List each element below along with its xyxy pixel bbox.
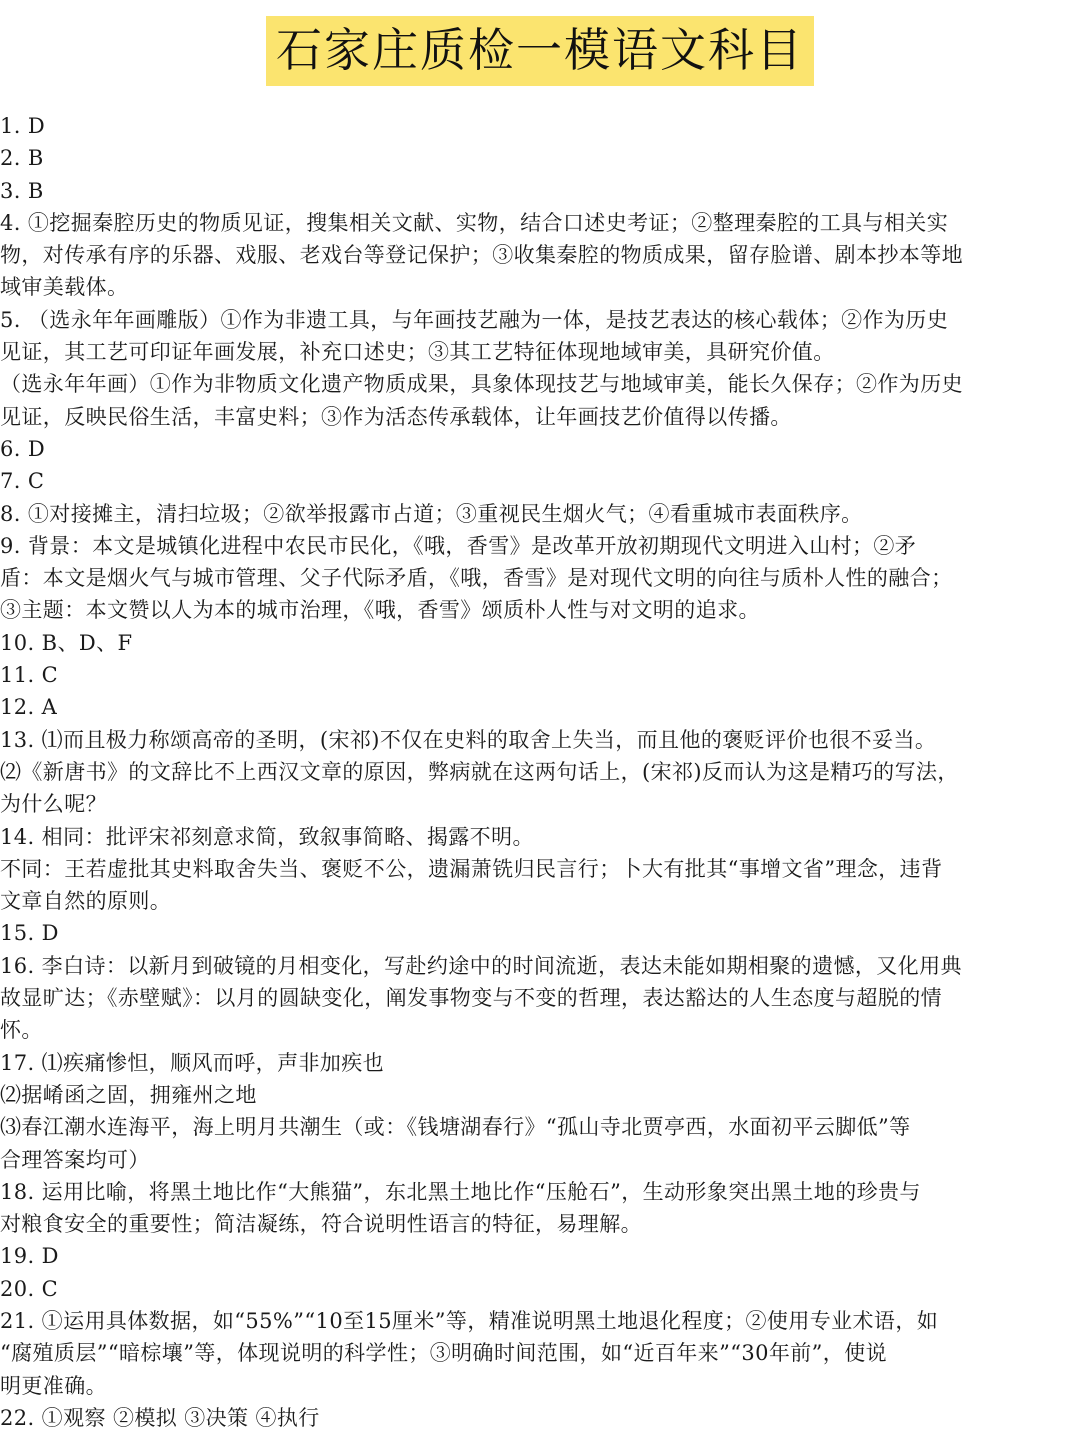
answer-list xyxy=(0,110,1050,1434)
answer-line: 12. A xyxy=(0,695,58,720)
answer-line: 域审美载体。 xyxy=(0,275,129,300)
answer-line: 14. 相同：批评宋祁刻意求简，致叙事简略、揭露不明。 xyxy=(0,824,534,849)
answer-line: 7. C xyxy=(0,469,45,494)
answer-line: 物，对传承有序的乐器、戏服、老戏台等登记保护；③收集秦腔的物质成果，留存脸谱、剧本抄本等地 xyxy=(0,243,963,268)
answer-line: “腐殖质层”“暗棕壤”等，体现说明的科学性；③明确时间范围，如“近百年来”“30年前”，使说 xyxy=(0,1341,888,1366)
answer-line: 盾：本文是烟火气与城市管理、父子代际矛盾，《哦，香雪》是对现代文明的向往与质朴人性的融合； xyxy=(0,566,953,591)
answer-line: 明更准确。 xyxy=(0,1373,107,1398)
answer-line: ⑵《新唐书》的文辞比不上西汉文章的原因，弊病就在这两句话上，(宋祁)反而认为这是精巧的写法， xyxy=(0,759,959,784)
answer-line: 为什么呢？ xyxy=(0,792,107,817)
answer-line: 6. D xyxy=(0,436,46,461)
answer-line: 2. B xyxy=(0,146,44,171)
answer-line: 不同：王若虚批其史料取舍失当、褒贬不公，遗漏萧铣归民言行；卜大有批其“事增文省”理念，违背 xyxy=(0,856,943,881)
answer-line: 9. 背景：本文是城镇化进程中农民市民化，《哦，香雪》是改革开放初期现代文明进入山村；②矛 xyxy=(0,533,917,558)
answer-line: 22. ①观察 ②模拟 ③决策 ④执行 xyxy=(0,1405,320,1430)
answer-line: ③主题：本文赞以人为本的城市治理，《哦，香雪》颂质朴人性与对文明的追求。 xyxy=(0,598,760,623)
answer-line: （选永年年画）①作为非物质文化遗产物质成果，具象体现技艺与地域审美，能长久保存；②作为历史 xyxy=(0,372,963,397)
answer-line: 怀。 xyxy=(0,1018,43,1043)
answer-line: 17. ⑴疾痛惨怛，顺风而呼，声非加疾也 xyxy=(0,1050,385,1075)
answer-line: 合理答案均可） xyxy=(0,1147,150,1172)
answer-line: 见证，反映民俗生活，丰富史料；③作为活态传承载体，让年画技艺价值得以传播。 xyxy=(0,404,792,429)
page-title: 石家庄质检一模语文科目 xyxy=(266,16,814,86)
answer-line: 21. ①运用具体数据，如“55%”“10至15厘米”等，精准说明黑土地退化程度；②使用专业术语，如 xyxy=(0,1308,939,1333)
answer-line: 18. 运用比喻，将黑土地比作“大熊猫”，东北黑土地比作“压舱石”，生动形象突出黑土地的珍贵与 xyxy=(0,1179,921,1204)
answer-line: 20. C xyxy=(0,1276,59,1301)
answer-line: 故显旷达；《赤壁赋》：以月的圆缺变化，阐发事物变与不变的哲理，表达豁达的人生态度与超脱的情 xyxy=(0,986,942,1011)
answer-line: 16. 李白诗：以新月到破镜的月相变化，写赴约途中的时间流逝，表达未能如期相聚的遗憾，又化用典 xyxy=(0,953,962,978)
answer-line: 文章自然的原则。 xyxy=(0,889,172,914)
answer-line: 1. D xyxy=(0,114,46,138)
answer-line: 4. ①挖掘秦腔历史的物质见证，搜集相关文献、实物，结合口述史考证；②整理秦腔的工具与相关实 xyxy=(0,210,949,235)
answer-line: 见证，其工艺可印证年画发展，补充口述史；③其工艺特征体现地域审美，具研究价值。 xyxy=(0,340,835,365)
answer-line: 对粮食安全的重要性；简洁凝练，符合说明性语言的特征，易理解。 xyxy=(0,1212,642,1237)
answer-line: 13. ⑴而且极力称颂高帝的圣明，(宋祁)不仅在史料的取舍上失当，而且他的褒贬评价也很不妥当。 xyxy=(0,727,937,752)
answer-line: 8. ①对接摊主，清扫垃圾；②欲举报露市占道；③重视民生烟火气；④看重城市表面秩序。 xyxy=(0,501,863,526)
answer-line: ⑵据崤函之固，拥雍州之地 xyxy=(0,1082,257,1107)
answer-line: 3. B xyxy=(0,178,44,203)
title-bar xyxy=(0,16,1080,86)
answer-line: 15. D xyxy=(0,921,59,946)
answer-line: 10. B、D、F xyxy=(0,630,133,655)
answer-line: 19. D xyxy=(0,1244,59,1269)
answer-line: ⑶春江潮水连海平，海上明月共潮生（或：《钱塘湖春行》“孤山寺北贾亭西，水面初平云脚低”等 xyxy=(0,1115,911,1140)
answer-line: 5. （选永年年画雕版）①作为非遗工具，与年画技艺融为一体，是技艺表达的核心载体；②作为历史 xyxy=(0,307,949,332)
answer-line: 11. C xyxy=(0,663,59,688)
